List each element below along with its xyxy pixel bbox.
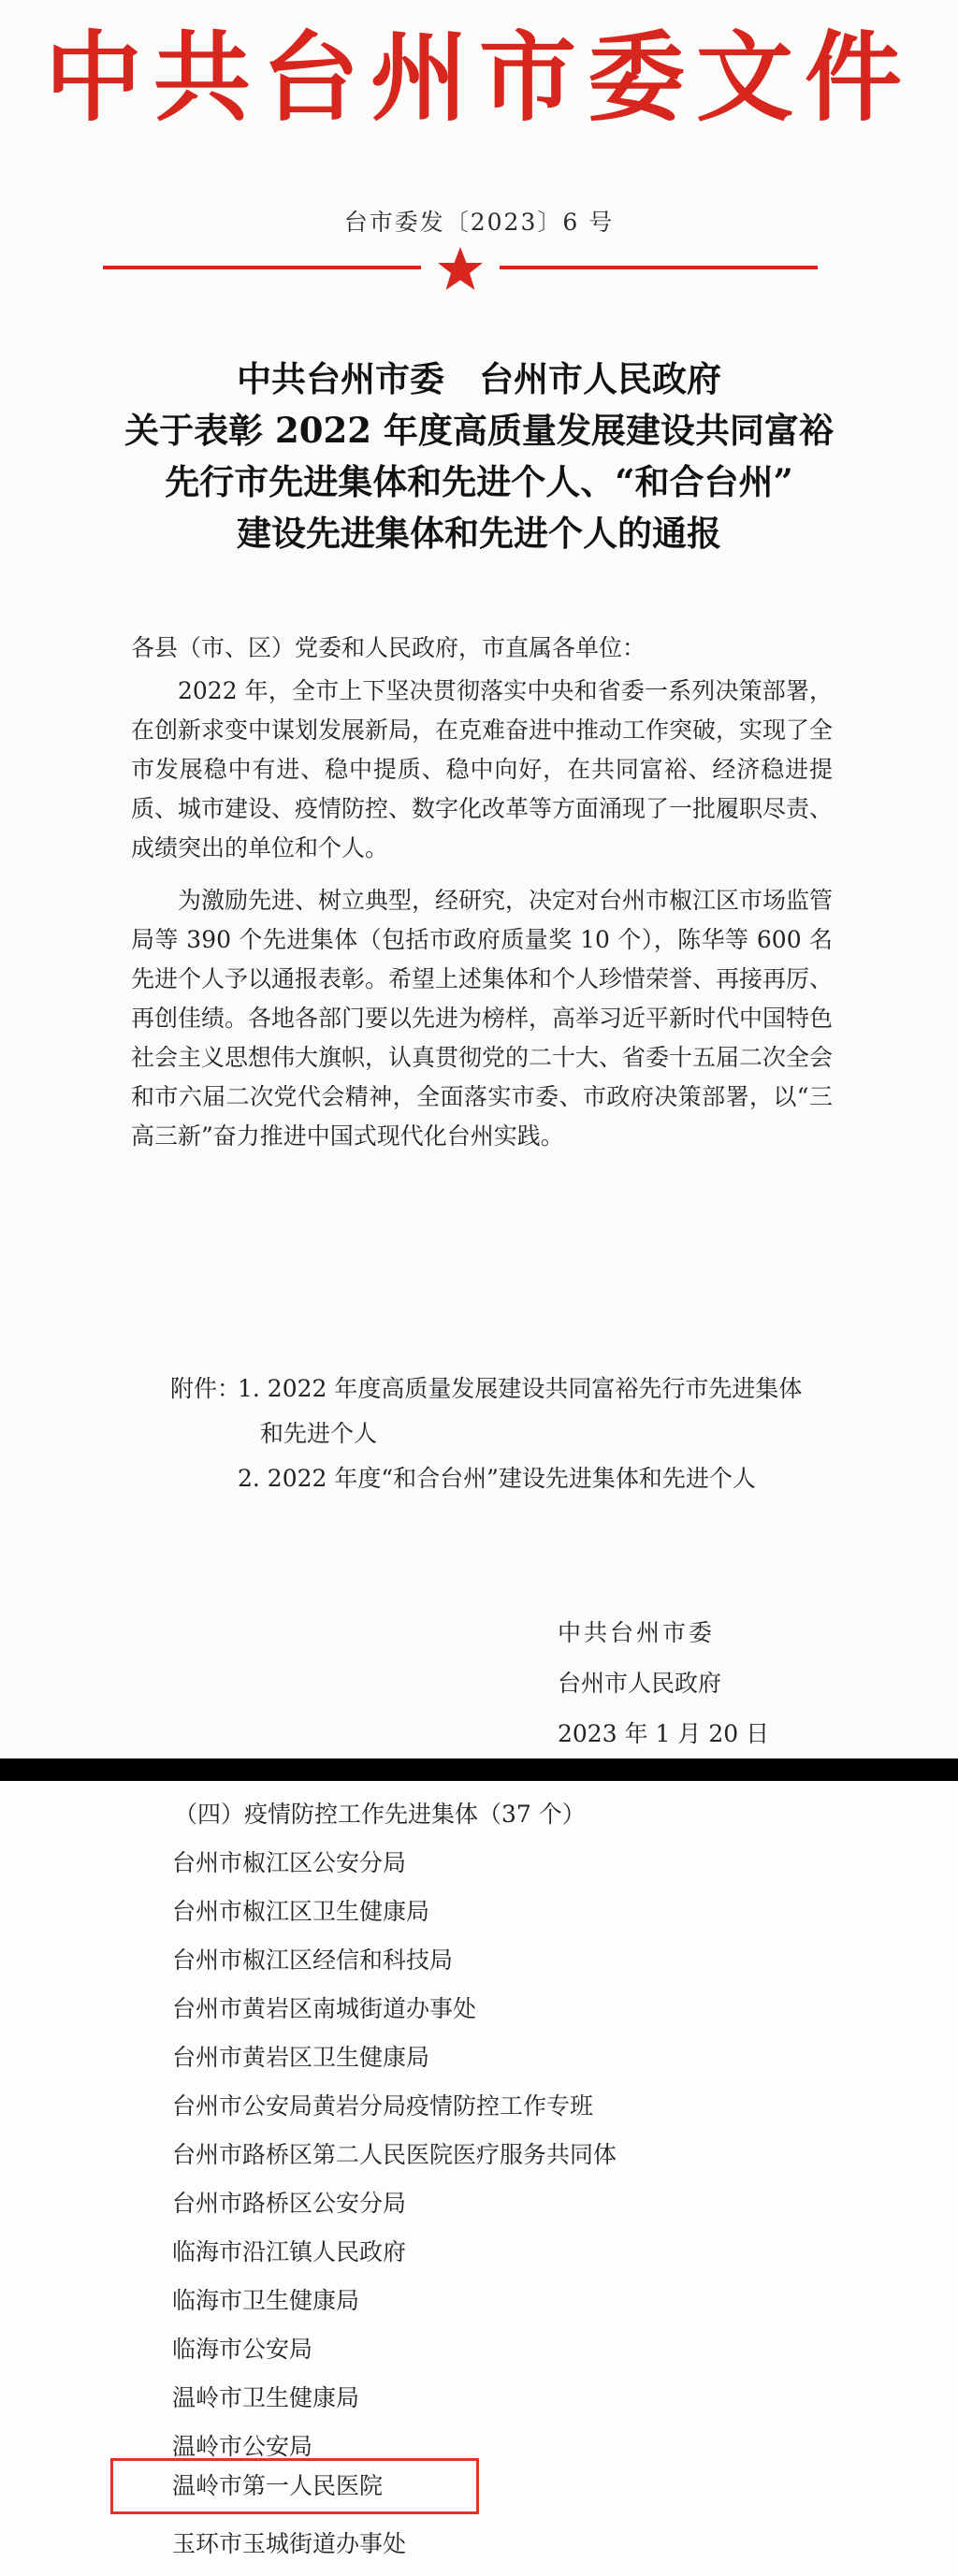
list-page bbox=[0, 1781, 958, 2576]
list-item: 台州市椒江区公安分局 bbox=[172, 1849, 407, 1876]
notice-title-line: 关于表彰 2022 年度高质量发展建设共同富裕 bbox=[124, 410, 834, 451]
list-item: 玉环市玉城街道办事处 bbox=[172, 2530, 407, 2557]
notice-title-line: 中共台州市委 台州市人民政府 bbox=[237, 358, 721, 399]
star-icon bbox=[434, 245, 486, 294]
notice-title-line: 建设先进集体和先进个人的通报 bbox=[237, 513, 721, 554]
section-header: （四）疫情防控工作先进集体（37 个） bbox=[174, 1801, 586, 1828]
red-divider-left bbox=[103, 266, 421, 269]
document-header-title: 中共台州市委文件 bbox=[44, 21, 913, 135]
list-item: 台州市黄岩区卫生健康局 bbox=[172, 2044, 430, 2071]
signature-party-committee: 中共台州市委 bbox=[558, 1619, 716, 1646]
body-paragraph-1: 2022 年，全市上下坚决贯彻落实中央和省委一系列决策部署，在创新求变中谋划发展新局，在克难奋进中推动工作突破，实现了全市发展稳中有进、稳中提质、稳中向好，在共同富裕、经济稳进提质、城市建设、疫情防控、数字化改革等方面涌现了一批履职尽责、成绩突出的单位和个人。 bbox=[131, 677, 834, 861]
red-divider-right bbox=[500, 266, 818, 269]
list-item: 临海市沿江镇人民政府 bbox=[172, 2238, 407, 2265]
attachment-item-1-continued: 和先进个人 bbox=[260, 1420, 378, 1447]
highlighted-list-item: 温岭市第一人民医院 bbox=[172, 2472, 384, 2499]
attachment-item-2: 2. 2022 年度“和合台州”建设先进集体和先进个人 bbox=[238, 1465, 756, 1492]
highlight-box bbox=[110, 2458, 479, 2514]
list-item: 临海市卫生健康局 bbox=[172, 2287, 360, 2314]
attachments-label: 附件： bbox=[170, 1375, 241, 1402]
signature-date: 2023 年 1 月 20 日 bbox=[558, 1720, 770, 1747]
list-item: 台州市椒江区卫生健康局 bbox=[172, 1898, 430, 1925]
list-item: 温岭市卫生健康局 bbox=[172, 2384, 360, 2411]
salutation: 各县（市、区）党委和人民政府，市直属各单位： bbox=[131, 634, 646, 661]
list-item: 温岭市公安局 bbox=[172, 2433, 313, 2460]
list-item: 台州市椒江区经信和科技局 bbox=[172, 1946, 454, 1974]
attachment-item-1: 1. 2022 年度高质量发展建设共同富裕先行市先进集体 bbox=[238, 1375, 803, 1402]
list-item: 台州市路桥区第二人民医院医疗服务共同体 bbox=[172, 2141, 617, 2168]
signature-government: 台州市人民政府 bbox=[558, 1670, 722, 1697]
list-item: 台州市公安局黄岩分局疫情防控工作专班 bbox=[172, 2092, 594, 2120]
body-paragraph-2: 为激励先进、树立典型，经研究，决定对台州市椒江区市场监管局等 390 个先进集体（包括市政府质量奖 10 个），陈华等 600 名先进个人予以通报表彰。希望上述集体和个人珍惜荣誉、再接再厉、再创佳绩。各地各部门要以先进为榜样，高举习近平新时代中国特色社会主义思想伟大旗帜，认真贯彻党的二十大、省委十五届二次全会和市六届二次党代会精神，全面落实市委、市政府决策部署，以“三高三新”奋力推进中国式现代化台州实践。 bbox=[131, 887, 834, 1150]
list-item: 台州市路桥区公安分局 bbox=[172, 2190, 407, 2217]
list-item: 台州市黄岩区南城街道办事处 bbox=[172, 1995, 477, 2022]
notice-title bbox=[0, 354, 958, 559]
notice-title-line: 先行市先进集体和先进个人、“和合台州” bbox=[165, 461, 793, 502]
document-number: 台市委发〔2023〕6 号 bbox=[343, 209, 615, 236]
page-divider bbox=[0, 1758, 958, 1781]
list-item: 临海市公安局 bbox=[172, 2336, 313, 2363]
